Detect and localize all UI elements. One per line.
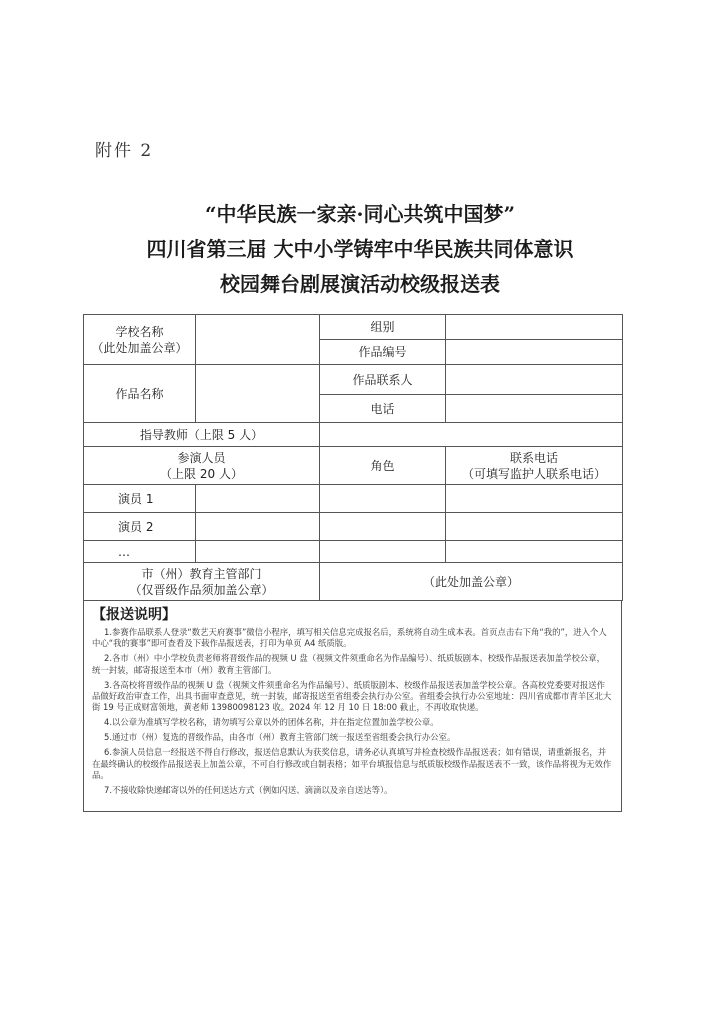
note-2: 2.各市（州）中小学校负责老师将晋级作品的视频 U 盘（视频文件须重命名为作品编号）、纸质版剧本、校级作品报送表加盖学校公章，统一封装，邮寄报送至本市（州）教育主管部门。 — [92, 653, 605, 675]
actor-more-label: … — [84, 541, 196, 563]
submission-notes — [83, 600, 622, 812]
participants-header — [84, 447, 320, 485]
participants-limit: （上限 20 人） — [160, 466, 243, 481]
note-1: 1.参赛作品联系人登录“数艺天府赛事”微信小程序，填写相关信息完成报名后，系统将自动生成本表。首页点击右下角“我的”，进入个人中心“我的赛事”即可查看及下载作品报送表，打印为单页 A4 纸质版。 — [92, 627, 607, 649]
title-line-3: 校园舞台剧展演活动校级报送表 — [220, 272, 500, 296]
note-7: 7.不接收除快递邮寄以外的任何送达方式（例如闪送、滴滴以及亲自送达等）。 — [104, 784, 393, 795]
contact-phone-header — [446, 447, 623, 485]
title-line-2: 四川省第三届 大中小学铸牢中华民族共同体意识 — [146, 237, 574, 261]
instructor-value[interactable] — [320, 423, 623, 447]
title-line-1: “中华民族一家亲·同心共筑中国梦” — [205, 202, 515, 226]
dept-cell — [84, 563, 320, 601]
actor-1-phone[interactable] — [446, 485, 623, 513]
work-name-label: 作品名称 — [84, 365, 196, 423]
dept-label: 市（州）教育主管部门 — [141, 566, 262, 581]
participants-label: 参演人员 — [177, 450, 226, 465]
phone-label: 电话 — [320, 395, 446, 423]
note-4: 4.以公章为准填写学校名称，请勿填写公章以外的团体名称，并在指定位置加盖学校公章。 — [104, 717, 439, 728]
school-name-label-cell — [84, 315, 196, 365]
actor-2-name[interactable] — [196, 513, 320, 541]
role-header: 角色 — [320, 447, 446, 485]
actor-1-name[interactable] — [196, 485, 320, 513]
note-6: 6.参演人员信息一经报送不得自行修改，报送信息默认为获奖信息，请务必认真填写并检查校级作品报送表；如有错误，请重新报名，并在最终确认的校级作品报送表上加盖公章，不可自行修改或自制表格；如平台填报信息与纸质版校级作品报送表不一致，该作品将视为无效作品。 — [92, 747, 612, 780]
submission-form-table — [83, 314, 623, 601]
contact-phone-note: （可填写监护人联系电话） — [461, 466, 606, 481]
school-name-label: 学校名称 — [115, 324, 164, 339]
actor-1-label: 演员 1 — [84, 485, 196, 513]
work-number-label: 作品编号 — [320, 340, 446, 365]
attachment-label: 附件 2 — [95, 141, 154, 161]
actor-2-phone[interactable] — [446, 513, 623, 541]
school-name-value[interactable] — [196, 315, 320, 365]
work-number-value[interactable] — [446, 340, 623, 365]
actor-1-role[interactable] — [320, 485, 446, 513]
actor-more-role[interactable] — [320, 541, 446, 563]
note-3: 3.各高校将晋级作品的视频 U 盘（视频文件须重命名为作品编号）、纸质版剧本、校级作品报送表加盖学校公章。各高校党委要对报送作品做好政治审查工作，出具书面审查意见，统一封装，邮寄报送至省组委会执行办公室。省组委会执行办公室地址：四川省成都市青羊区北大街 19 号正成财富领地，黄老师 13980098123 收。2024 年 12 月 10 日 18:00 截止，不再收取快递。 — [92, 679, 612, 713]
school-name-note: （此处加盖公章） — [91, 340, 188, 355]
note-5: 5.通过市（州）复选的晋级作品，由各市（州）教育主管部门统一报送至省组委会执行办公室。 — [104, 732, 456, 743]
instructor-label: 指导教师（上限 5 人） — [84, 423, 320, 447]
contact-phone-label: 联系电话 — [509, 450, 558, 465]
dept-note: （仅晋级作品须加盖公章） — [129, 582, 274, 597]
work-name-value[interactable] — [196, 365, 320, 423]
actor-more-phone[interactable] — [446, 541, 623, 563]
work-contact-value[interactable] — [446, 365, 623, 395]
work-contact-label: 作品联系人 — [320, 365, 446, 395]
actor-2-role[interactable] — [320, 513, 446, 541]
stamp-note: （此处加盖公章） — [320, 563, 623, 601]
group-label: 组别 — [320, 315, 446, 340]
actor-more-name[interactable] — [196, 541, 320, 563]
group-value[interactable] — [446, 315, 623, 340]
notes-title: 【报送说明】 — [92, 607, 176, 623]
phone-value[interactable] — [446, 395, 623, 423]
actor-2-label: 演员 2 — [84, 513, 196, 541]
